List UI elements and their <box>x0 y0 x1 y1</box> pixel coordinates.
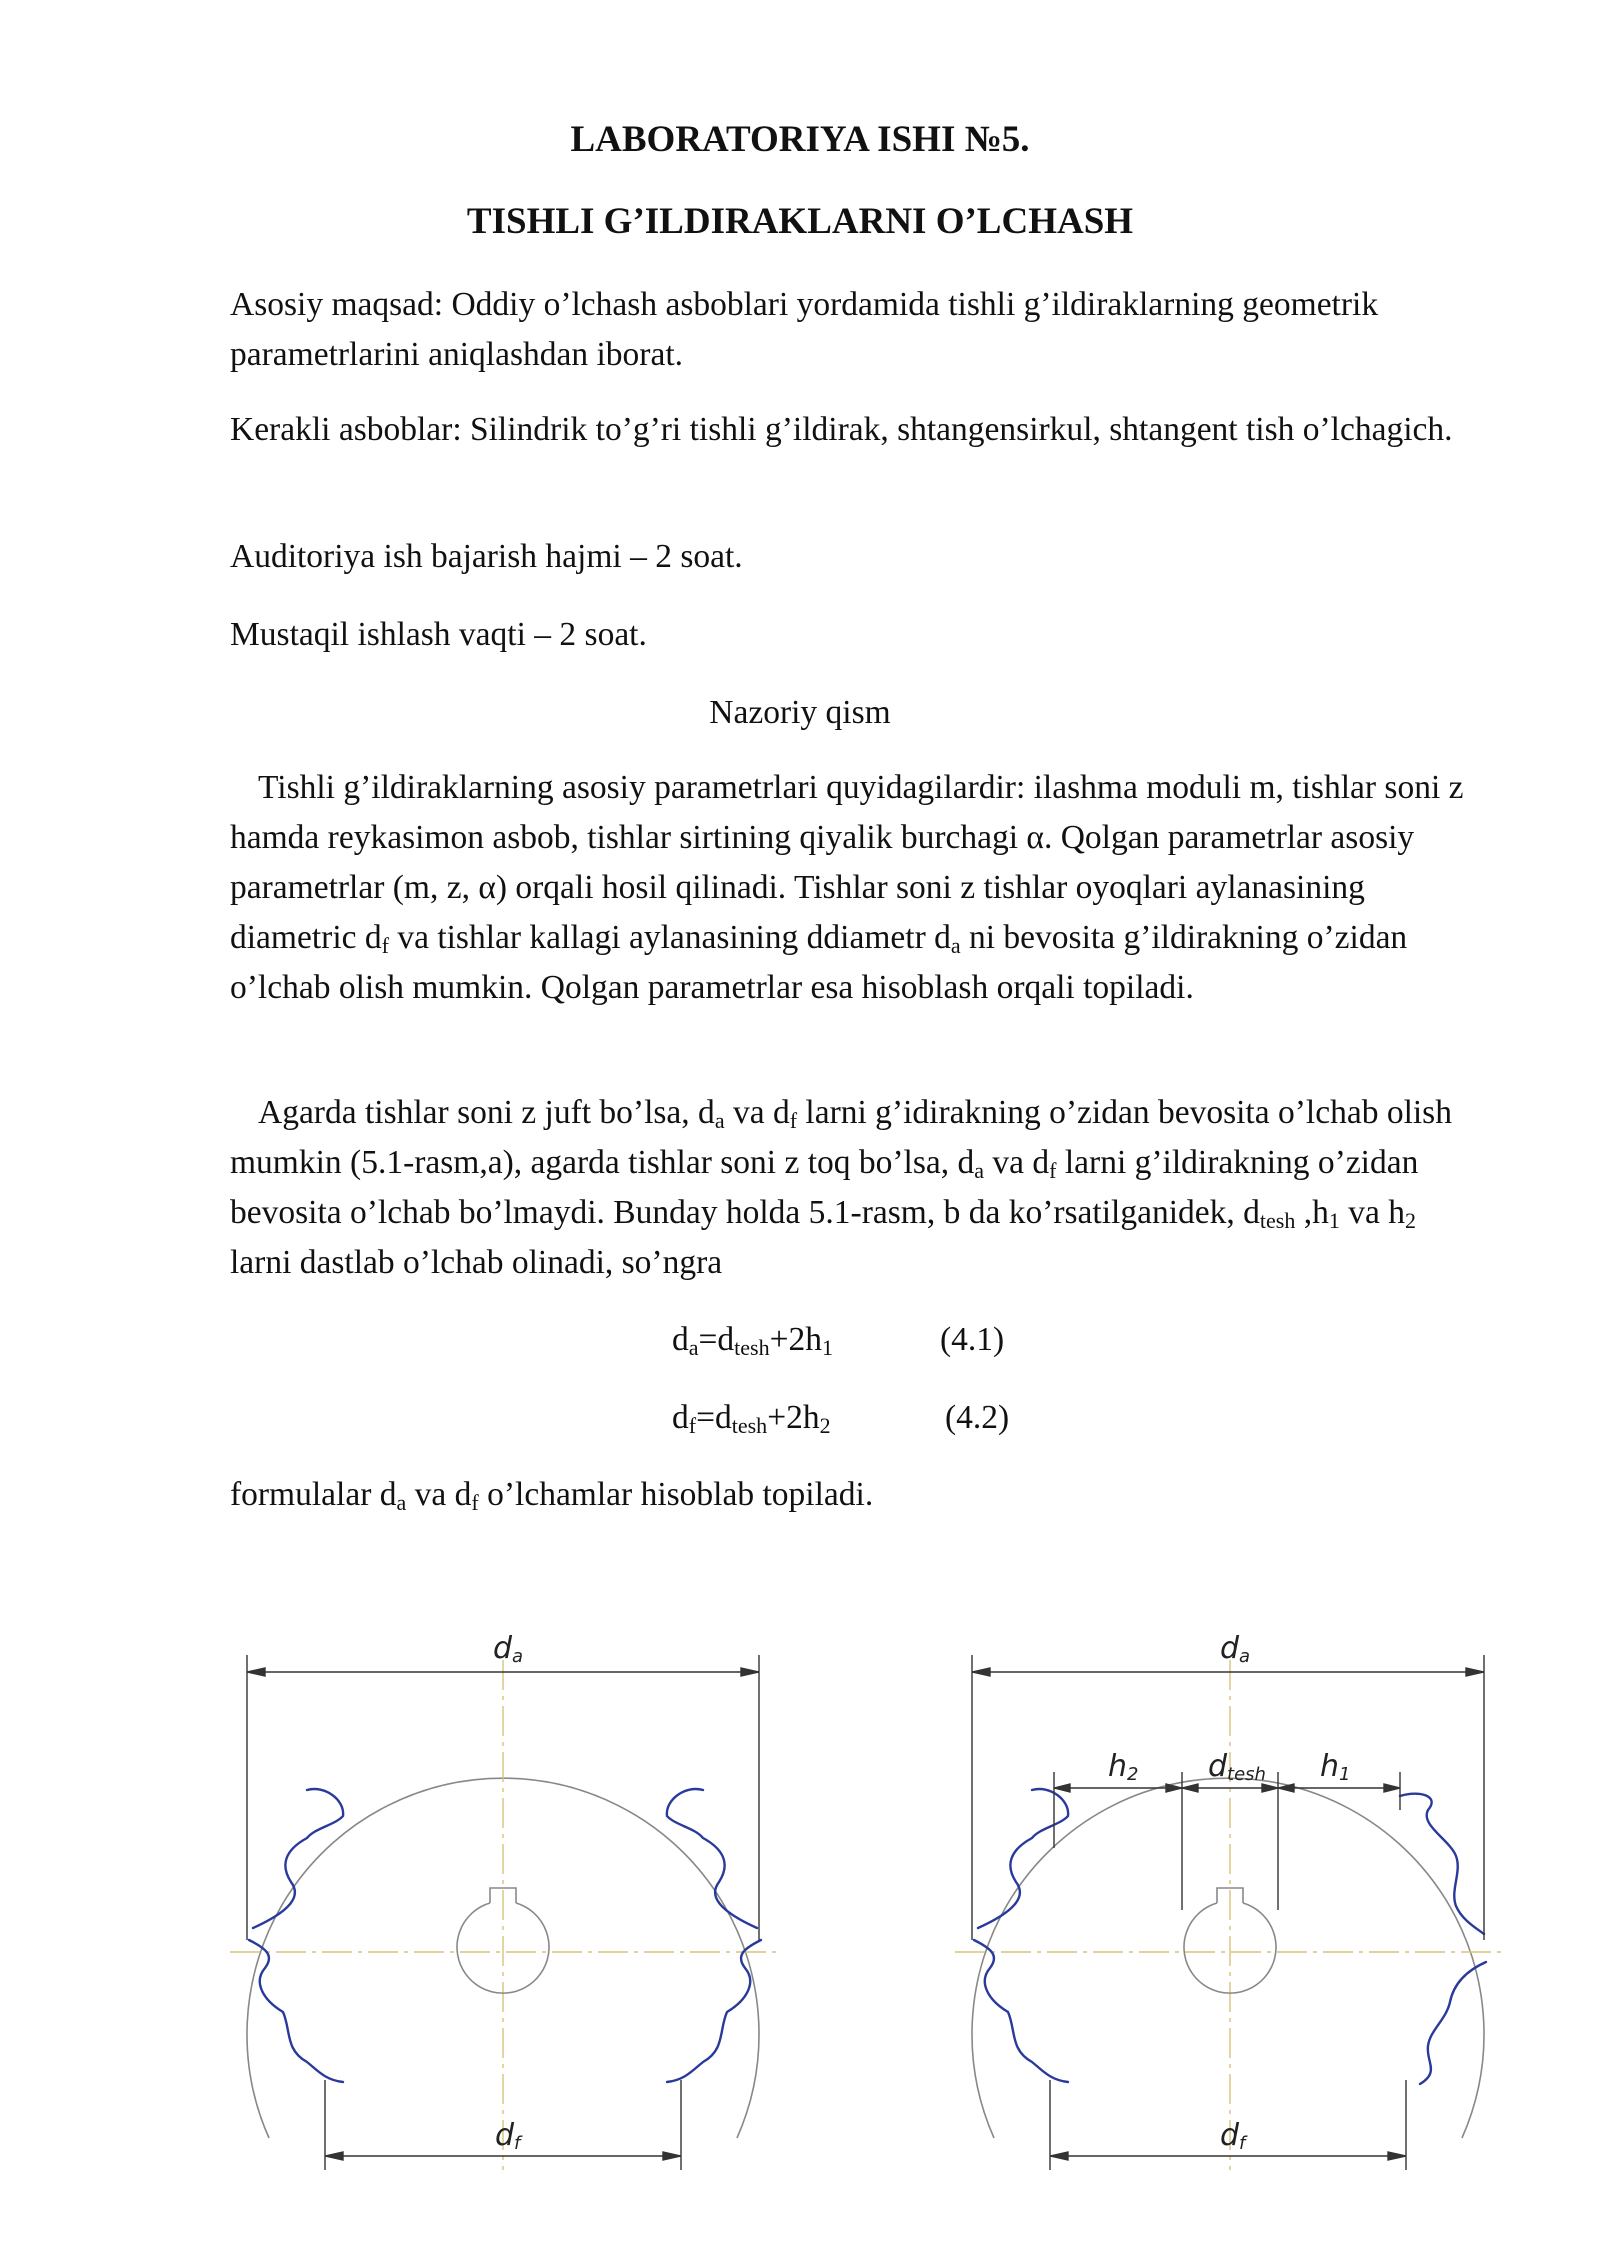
formula-4-2-number: (4.2) <box>945 1399 1010 1436</box>
self-study-hours: Mustaqil ishlash vaqti – 2 soat. <box>230 616 647 653</box>
label-dtesh: dtesh <box>1208 1749 1266 1785</box>
page-subtitle: TISHLI G’ILDIRAKLARNI O’LCHASH <box>466 201 1134 242</box>
gear-drawing-b <box>950 1610 1510 2170</box>
outer-circle <box>972 1778 1484 2138</box>
label-h2: h2 <box>1108 1749 1139 1785</box>
figure-a-even-gear <box>225 1610 785 2170</box>
tooth-profiles-right <box>1400 1794 1486 2084</box>
label-da: da <box>493 1631 524 1667</box>
theory-heading: Nazoriy qism <box>709 694 891 731</box>
dimension-h2-dtesh-h1 <box>1054 1772 1400 1910</box>
tooth-profiles-left <box>249 1789 343 2082</box>
figure-b-odd-gear <box>950 1610 1510 2170</box>
tools-paragraph: Kerakli asboblar: Silindrik to’g’ri tishli g’ildirak, shtangensirkul, shtangent tish o’lchagich. <box>230 411 1453 448</box>
formula-conclusion: formulalar $d_a$ va $d_f$ o’lchamlar hisoblab topiladi. <box>230 1476 874 1515</box>
centerlines <box>230 1660 780 2170</box>
formula-4-2: $d_f=d_{tesh}+2h_2$ <box>672 1399 831 1438</box>
goal-paragraph: Asosiy maqsad: Oddiy o’lchash asboblari yordamida tishli g’ildiraklarning geometrik parametrlarini aniqlashdan iborat. <box>230 286 1379 373</box>
theory-paragraph-2: Agarda tishlar soni z juft bo’lsa, $d_a$ va $d_f$ larni g’idirakning o’zidan bevosita o’lchab olish mumkin (5.1-rasm,a), agarda tishlar soni z toq bo’lsa, $d_a$ va $d_f$ larni g’ildirakning o’zidan bevosita o’lchab bo’lmaydi. Bunday holda 5.1-rasm, b da ko’rsatilganidek, $d_{tesh}$ $,h_1$ va $h_2$ larni dastlab o’lchab olinadi, so’ngra <box>230 1094 1452 1281</box>
tooth-profiles-right <box>667 1789 761 2082</box>
formula-4-1-number: (4.1) <box>940 1321 1005 1358</box>
auditorium-hours: Auditoriya ish bajarish hajmi – 2 soat. <box>230 538 743 575</box>
page-title: LABORATORIYA ISHI №5. <box>570 119 1030 160</box>
label-h1: h1 <box>1320 1749 1351 1785</box>
label-da: da <box>1220 1631 1251 1667</box>
formula-4-1: $d_a=d_{tesh}+2h_1$ <box>672 1321 834 1360</box>
theory-paragraph-1: Tishli g’ildiraklarning asosiy parametrlari quyidagilardir: ilashma moduli m, tishlar soni z hamda reykasimon asbob, tishlar sirtining qiyalik burchagi α. Qolgan parametrlar asosiy parametrlar (m, z, α) orqali hosil qilinadi. Tishlar soni z tishlar oyoqlari aylanasining diametric $d_f$ va tishlar kallagi aylanasining ddiametr $d_a$ ni bevosita g’ildirakning o’zidan o’lchab olish mumkin. Qolgan parametrlar esa hisoblash orqali topiladi. <box>230 769 1464 1006</box>
label-df: df <box>1220 2118 1246 2154</box>
centerlines <box>955 1660 1505 2170</box>
label-df: df <box>495 2118 521 2154</box>
dimension-da <box>972 1655 1484 1940</box>
gear-drawing-a <box>225 1610 785 2170</box>
